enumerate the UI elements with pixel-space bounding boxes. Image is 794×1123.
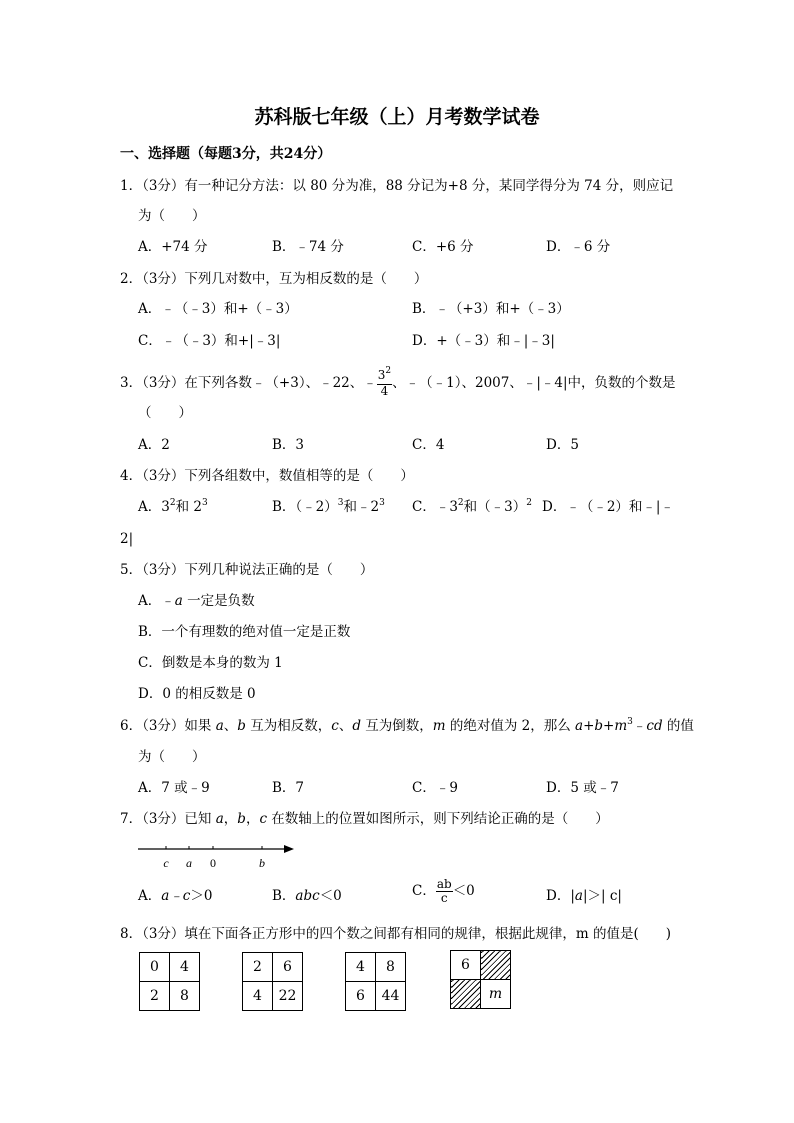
q7-c-pre: C． (412, 883, 436, 899)
hatched-cell (481, 951, 511, 980)
axis-label-b: b (259, 856, 265, 870)
q7-a-post: ＞0 (190, 888, 213, 904)
q1-stem-cont: 为（ ） (138, 208, 206, 224)
q4-c-exp1: 2 (457, 498, 464, 508)
q5-a-pre: A．﹣ (138, 593, 175, 609)
q7-t4: 在数轴上的位置如图所示，则下列结论正确的是（ ） (267, 811, 609, 827)
q4-b-base: B．（﹣2） (272, 499, 338, 515)
q7-t1: 7．（3分）已知 (120, 811, 216, 827)
grid-cell: 6 (346, 982, 376, 1011)
grid-cell: 8 (170, 982, 200, 1011)
q4-a-mid: 和 2 (175, 499, 202, 515)
q5-option-a[interactable] (138, 593, 255, 609)
q3-frac-num: 3 (377, 368, 386, 382)
q7-d-var: a (574, 888, 583, 904)
q6-option-a[interactable]: A．7 或﹣9 (138, 780, 210, 796)
q7-t2: ， (223, 811, 238, 827)
q4-option-d-cont: 2| (120, 531, 134, 547)
q5-option-d[interactable]: D．0 的相反数是 0 (138, 686, 256, 702)
grid-cell: 4 (170, 953, 200, 982)
q7-option-d[interactable] (546, 888, 622, 904)
q6-expr3: cd (646, 718, 663, 734)
q7-a-pre: A． (138, 888, 162, 904)
q6-t3: 互为相反数， (245, 718, 332, 734)
q3-option-d[interactable]: D．5 (546, 437, 579, 453)
q7-c-num: ab (436, 877, 452, 891)
q6-t4: 、 (338, 718, 353, 734)
grid-cell: 8 (376, 953, 406, 982)
q4-stem: 4．（3分）下列各组数中，数值相等的是（ ） (120, 468, 414, 484)
q7-option-b[interactable] (272, 888, 342, 904)
q6-expr2: ﹣ (632, 718, 647, 734)
page-title: 苏科版七年级（上）月考数学试卷 (254, 106, 540, 128)
q3-option-c[interactable]: C．4 (412, 437, 445, 453)
q7-b-post: ＜0 (319, 888, 342, 904)
q1-option-d[interactable]: D．﹣6 分 (546, 239, 611, 255)
q2-option-a[interactable]: A．﹣（﹣3）和+（﹣3） (138, 301, 298, 317)
q3-frac-den: 4 (380, 384, 389, 398)
q8-grid-3 (345, 952, 406, 1011)
q5-a-var: a (174, 593, 183, 609)
axis-label-c: c (163, 856, 169, 870)
q6-option-d[interactable]: D．5 或﹣7 (546, 780, 619, 796)
q2-option-b[interactable]: B．﹣（+3）和+（﹣3） (412, 301, 570, 317)
section-header: 一、选择题（每题3分，共24分） (120, 146, 332, 162)
q4-option-a[interactable] (138, 499, 208, 517)
grid-cell-m: m (481, 980, 511, 1009)
q6-t7: 的值 (662, 718, 694, 734)
q4-c-mid: 和（﹣3） (463, 499, 527, 515)
q4-c-exp2: 2 (526, 498, 532, 508)
q7-var-b: b (237, 811, 246, 827)
q5-a-post: 一定是负数 (182, 593, 255, 609)
q1-stem: 1．（3分）有一种记分方法：以 80 分为准，88 分记为+8 分，某同学得分为 74 分，则应记 (120, 178, 674, 194)
grid-cell: 4 (346, 953, 376, 982)
q3-stem-cont: （ ） (138, 405, 192, 421)
q4-option-c[interactable] (412, 499, 532, 517)
q7-stem (120, 811, 609, 827)
grid-cell: 6 (273, 953, 303, 982)
q6-t6: 的绝对值为 2，那么 (445, 718, 576, 734)
axis-label-zero: 0 (210, 856, 216, 870)
grid-cell: 6 (451, 951, 481, 980)
q3-stem (120, 366, 676, 398)
q7-c-fraction (436, 878, 453, 905)
q7-a-expr: a﹣c (161, 888, 191, 904)
q6-exp: 3 (627, 717, 633, 727)
q8-grid-2 (242, 952, 303, 1011)
q4-option-b[interactable] (272, 499, 385, 517)
number-line-arrow-icon (284, 845, 294, 853)
q6-option-c[interactable]: C．﹣9 (412, 780, 458, 796)
q4-a-exp2: 3 (201, 498, 208, 508)
q6-expr1: a+b+m (575, 718, 628, 734)
q5-option-c[interactable]: C．倒数是本身的数为 1 (138, 655, 283, 671)
q6-t5: 互为倒数， (360, 718, 433, 734)
q7-var-a: a (215, 811, 224, 827)
q2-option-c[interactable]: C．﹣（﹣3）和+|﹣3| (138, 333, 281, 349)
q3-stem-pre: 3．（3分）在下列各数﹣（+3）、﹣22、﹣ (120, 375, 377, 391)
grid-cell: 22 (273, 982, 303, 1011)
q5-option-b[interactable]: B．一个有理数的绝对值一定是正数 (138, 624, 351, 640)
q7-b-pre: B． (272, 888, 296, 904)
q8-stem: 8．（3分）填在下面各正方形中的四个数之间都有相同的规律，根据此规律，m 的值是( ) (120, 926, 672, 942)
q7-option-a[interactable] (138, 888, 212, 904)
q2-stem: 2．（3分）下列几对数中，互为相反数的是（ ） (120, 271, 428, 287)
number-line (136, 840, 298, 872)
q8-grid-1 (139, 952, 200, 1011)
q6-t1: 6．（3分）如果 (120, 718, 216, 734)
q6-var-m: m (432, 718, 446, 734)
q1-option-b[interactable]: B．﹣74 分 (272, 239, 344, 255)
q1-option-c[interactable]: C．+6 分 (412, 239, 474, 255)
grid-cell: 2 (243, 953, 273, 982)
q6-var-d: d (352, 718, 361, 734)
q6-var-c: c (331, 718, 339, 734)
q6-var-a: a (215, 718, 224, 734)
q6-option-b[interactable]: B．7 (272, 780, 305, 796)
q4-b-exp2: 3 (379, 498, 385, 508)
grid-cell: 0 (140, 953, 170, 982)
q6-stem (120, 718, 694, 736)
q3-fraction (377, 366, 392, 398)
q7-c-post: ＜0 (452, 883, 475, 899)
q7-var-c: c (259, 811, 268, 827)
q5-stem: 5．（3分）下列几种说法正确的是（ ） (120, 562, 374, 578)
q7-option-c[interactable] (412, 878, 475, 905)
q1-option-a[interactable]: A．+74 分 (138, 239, 208, 255)
q7-t3: ， (245, 811, 260, 827)
q3-option-a[interactable]: A．2 (138, 437, 170, 453)
grid-cell: 4 (243, 982, 273, 1011)
q6-var-b: b (237, 718, 246, 734)
q7-d-post: |＞| c| (582, 888, 622, 904)
q4-a-exp1: 2 (169, 498, 176, 508)
q8-grid-4 (450, 950, 511, 1009)
q7-d-pre: D．| (546, 888, 575, 904)
q2-option-d[interactable]: D．+（﹣3）和﹣|﹣3| (412, 333, 555, 349)
q6-stem-cont: 为（ ） (138, 749, 206, 765)
q3-option-b[interactable]: B．3 (272, 437, 305, 453)
q7-c-den: c (440, 891, 448, 905)
q7-b-expr: abc (295, 888, 320, 904)
q3-stem-post: 、﹣（﹣1）、2007、﹣|﹣4|中，负数的个数是 (392, 375, 676, 391)
q4-option-d[interactable]: D．﹣（﹣2）和﹣|﹣ (542, 499, 674, 515)
grid-cell: 2 (140, 982, 170, 1011)
q4-b-mid: 和﹣2 (343, 499, 380, 515)
q4-c-base: C．﹣3 (412, 499, 458, 515)
axis-label-a: a (186, 856, 192, 870)
q3-frac-exp: 2 (385, 366, 392, 376)
hatched-cell (451, 980, 481, 1009)
q6-t2: 、 (223, 718, 238, 734)
q4-b-exp1: 3 (337, 498, 344, 508)
grid-cell: 44 (376, 982, 406, 1011)
q4-a-base: A．3 (138, 499, 170, 515)
